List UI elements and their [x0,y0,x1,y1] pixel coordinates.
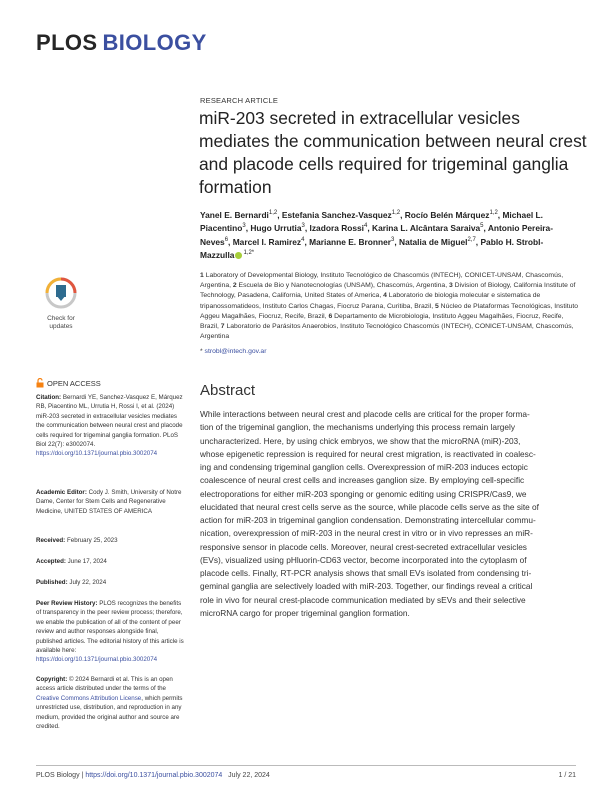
author-affiliation-marker: 3 [242,223,246,230]
abstract-heading: Abstract [200,382,256,399]
editor-label: Academic Editor: [36,489,87,496]
received-date [36,536,184,545]
abstract-line: nication, overexpression of miR-203 in the neural crest in vitro or in vivo represses an miR- [200,528,533,539]
affiliation-number: 5 [434,302,439,310]
abstract-line: responsive sensor in placode cells. Moreover, neural crest-secreted extracellular vesicles [200,541,527,552]
open-lock-icon [36,378,44,388]
affiliation-number: 2 [232,282,237,290]
copyright-text-end: , which permits unrestricted use, distribution, and reproduction in any medium, provided the original author and source are credited. [36,694,183,731]
author [310,223,368,233]
author-affiliation-marker: 1,2 [391,210,401,216]
affiliation-text: Laboratorio de biologia molecular e sistematica de tripanossomatideos, Instituto Carlos Chagas, Fiocruz Parana, Curitiba, Brazil, [200,292,541,310]
affiliation-text: Departamento de Microbiologia, Instituto Aggeu Magalhães, Fiocruz, Recife, Brazil, [200,312,564,331]
author-affiliation-marker: 3 [301,223,305,230]
author-affiliation-marker: 4 [301,236,305,243]
logo-plos: PLOS [36,30,98,55]
accepted-label: Accepted: [36,558,66,565]
affiliation-number: 3 [448,282,453,290]
author [250,223,305,233]
abstract-line: placode cells. Finally, RT-PCR analysis shows that small EVs isolated from condensing tri- [200,568,532,578]
abstract-line: uncharacterized. Here, by using chick embryos, we show that the microRNA (miR)-203, [200,435,521,446]
published-value: July 22, 2024 [69,579,107,586]
author-name: Estefania Sanchez-Vasquez [281,209,392,220]
open-access-label: OPEN ACCESS [47,378,101,388]
peer-review-label: Peer Review History: [36,600,98,607]
affiliations [200,271,584,342]
corresponding-email[interactable] [200,348,266,355]
author-affiliation-marker: 1,2 [268,210,278,216]
citation-doi-link[interactable]: https://doi.org/10.1371/journal.pbio.3002074 [36,450,158,458]
author-name: Marianne E. Bronner [309,236,392,247]
affiliation-number: 6 [328,312,333,320]
affiliation-text: Division of Biology, California Institute of Technology, Pasadena, California, United States of America, [200,282,576,300]
copyright [36,675,184,731]
affiliation-number: 4 [383,292,387,300]
author [233,237,305,247]
author [399,237,476,247]
author-name: Rocío Belén Márquez [404,209,490,220]
affiliation-text: Laboratorio de Parásitos Anaerobios, Instituto Tecnológico Chascomús (INTECH), CONICET-UNSAM, Chascomús, Argentina [200,323,574,341]
peer-review-link[interactable]: https://doi.org/10.1371/journal.pbio.3002074 [36,656,158,664]
peer-review-history [36,599,184,665]
author-name: Pablo H. Strobl-Mazzulla [200,236,544,260]
affiliation-number: 7 [220,323,225,331]
article-title: miR-203 secreted in extracellular vesicles mediates the communication between neural crest and placode cells required for trigeminal ganglia formation [199,108,587,197]
published-date [36,578,184,587]
author-affiliation-marker: 4 [364,223,368,230]
received-label: Received: [36,537,66,544]
author-name: Antonio Pereira-Neves [200,223,554,247]
article-type: RESEARCH ARTICLE [200,96,279,105]
editor-text: Cody J. Smith, University of Notre Dame, Center for Stem Cells and Regenerative Medicine, UNITED STATES OF AMERICA [36,489,182,515]
author-affiliation-marker: 6 [224,236,229,243]
abstract-line: microRNA cargo for proper trigeminal ganglion formation. [200,607,410,618]
email-link[interactable]: strobl@intech.gov.ar [204,348,267,355]
abstract-line: ing and condensing trigeminal ganglion cells. Overexpression of miR-203 induces ectopic [200,462,528,472]
author-name: Hugo Urrutia [250,223,302,234]
abstract-line: tion of the trigeminal ganglion, the mechanisms underlying this process remain largely [200,422,515,433]
footer-journal: PLOS Biology [36,772,80,779]
affiliation-text: Laboratory of Developmental Biology, Instituto Tecnológico de Chascomús (INTECH), CONICET-UNSAM, Chascomús, Argentina, [200,272,564,290]
academic-editor [36,488,184,516]
author-list: Yanel E. Bernardi$^{1,2}$, Estefania Sanchez-Vasquez$^{1,2}$, Rocío Belén Márquez$^{1,2}$, Michael L. Piacentino$^3$, Hugo Urrutia$^3$, Izadora Rossi$^4$, Karina L. Alcântara Saraiva$^5$, Antonio Pereira-Neves$^6$, Marcel I. Ramirez$^4$, Marianne E. Bronner$^3$, Natalia de Miguel$^{2,7}$, Pablo H. Strobl-Mazzulla $^{1,2*}$ [200,209,554,260]
footer-divider [36,765,576,766]
copyright-label: Copyright: [36,676,68,683]
citation-label: Citation: [36,394,62,401]
author [405,210,498,220]
author-name: Izadora Rossi [309,223,365,234]
page-number: 1 / 21 [558,772,576,779]
orcid-icon[interactable] [235,252,242,259]
abstract-line: action for miR-203 in trigeminal ganglion condensation. Demonstrating intercellular commu- [200,515,536,525]
abstract-line: whose epigenetic repression is required for neural crest migration, is reactivated in coalesc- [200,448,536,459]
abstract-line: coalescence of neural crest cells and increases ganglion size. By employing cell-specific [200,475,525,486]
abstract-line: electroporations for either miR-203 sponging or genomic editing using CRISPR/Cas9, we [200,488,527,499]
author-affiliation-marker: 1,2* [243,250,255,257]
check-for-updates-label[interactable]: Check for updates [47,315,75,330]
affiliation-text: Escuela de Bio y Nanotecnologías (UNSAM), Chascomús, Argentina, [236,282,449,290]
author-affiliation-marker: 1,2 [489,210,498,216]
abstract-line: elucidated that neural crest cells serve as the source, while placode cells serve as the site of [200,501,539,512]
author [282,210,400,220]
peer-review-text: PLOS recognizes the benefits of transparency in the peer review process; therefore, we enable the publication of all of the content of peer review and author responses alongside final, published articles. The editorial history of this article is available here: [36,600,184,655]
copyright-text: © 2024 Bernardi et al. This is an open access article distributed under the terms of the [36,676,173,693]
author-affiliation-marker: 2,7 [467,236,476,243]
published-label: Published: [36,579,68,586]
check-for-updates-icon[interactable] [36,275,86,315]
logo-biology: BIOLOGY [102,30,207,55]
corresponding-marker: * [200,348,205,355]
author-affiliation-marker: 5 [480,223,484,230]
author [200,210,277,220]
author-name: Karina L. Alcântara Saraiva [372,223,481,234]
affiliation-text: Núcleo de Plataformas Tecnológicas, Instituto Aggeu Magalhães, Fiocruz, Recife, Brazil, [200,302,579,320]
affiliation-number: 1 [200,272,204,279]
author-name: Marcel I. Ramirez [232,236,302,247]
footer-doi-link[interactable]: https://doi.org/10.1371/journal.pbio.3002074 [85,772,223,779]
author-name: Michael L. Piacentino [200,209,543,234]
abstract-line: geminal ganglia are selectively loaded with miR-203. Together, our findings reveal a critical [200,581,533,592]
author-name: Yanel E. Bernardi [200,209,269,220]
abstract-line: While interactions between neural crest and placode cells are critical for the proper forma- [200,409,530,419]
license-link[interactable]: Creative Commons Attribution License [36,694,142,702]
author-affiliation-marker: 3 [391,236,395,243]
author [309,237,394,247]
abstract-line: (EVs), visualized using pHluorin-CD63 vector, become incorporated into the cytoplasm of [200,554,527,565]
abstract-line: role in vivo for neural crest-placode communication mediated by sEVs and their selective [200,594,526,605]
citation-text: Bernardi YE, Sanchez-Vasquez E, Márquez RB, Piacentino ML, Urrutia H, Rossi I, et al. (2024) miR-203 secreted in extracellular vesicles mediates the communication between neural crest and placode cells required for trigeminal ganglia formation. PLoS Biol 22(7): e3002074. [36,394,183,449]
abstract-body [200,408,585,620]
author [372,223,484,233]
accepted-date [36,557,184,566]
accepted-value: June 17, 2024 [67,558,107,565]
received-value: February 25, 2023 [66,537,118,544]
open-access [36,378,101,388]
page-footer [36,772,576,779]
citation [36,393,184,459]
footer-separator: | [79,772,86,779]
journal-logo [36,30,207,56]
footer-date: July 22, 2024 [228,772,270,779]
author-name: Natalia de Miguel [399,236,468,247]
